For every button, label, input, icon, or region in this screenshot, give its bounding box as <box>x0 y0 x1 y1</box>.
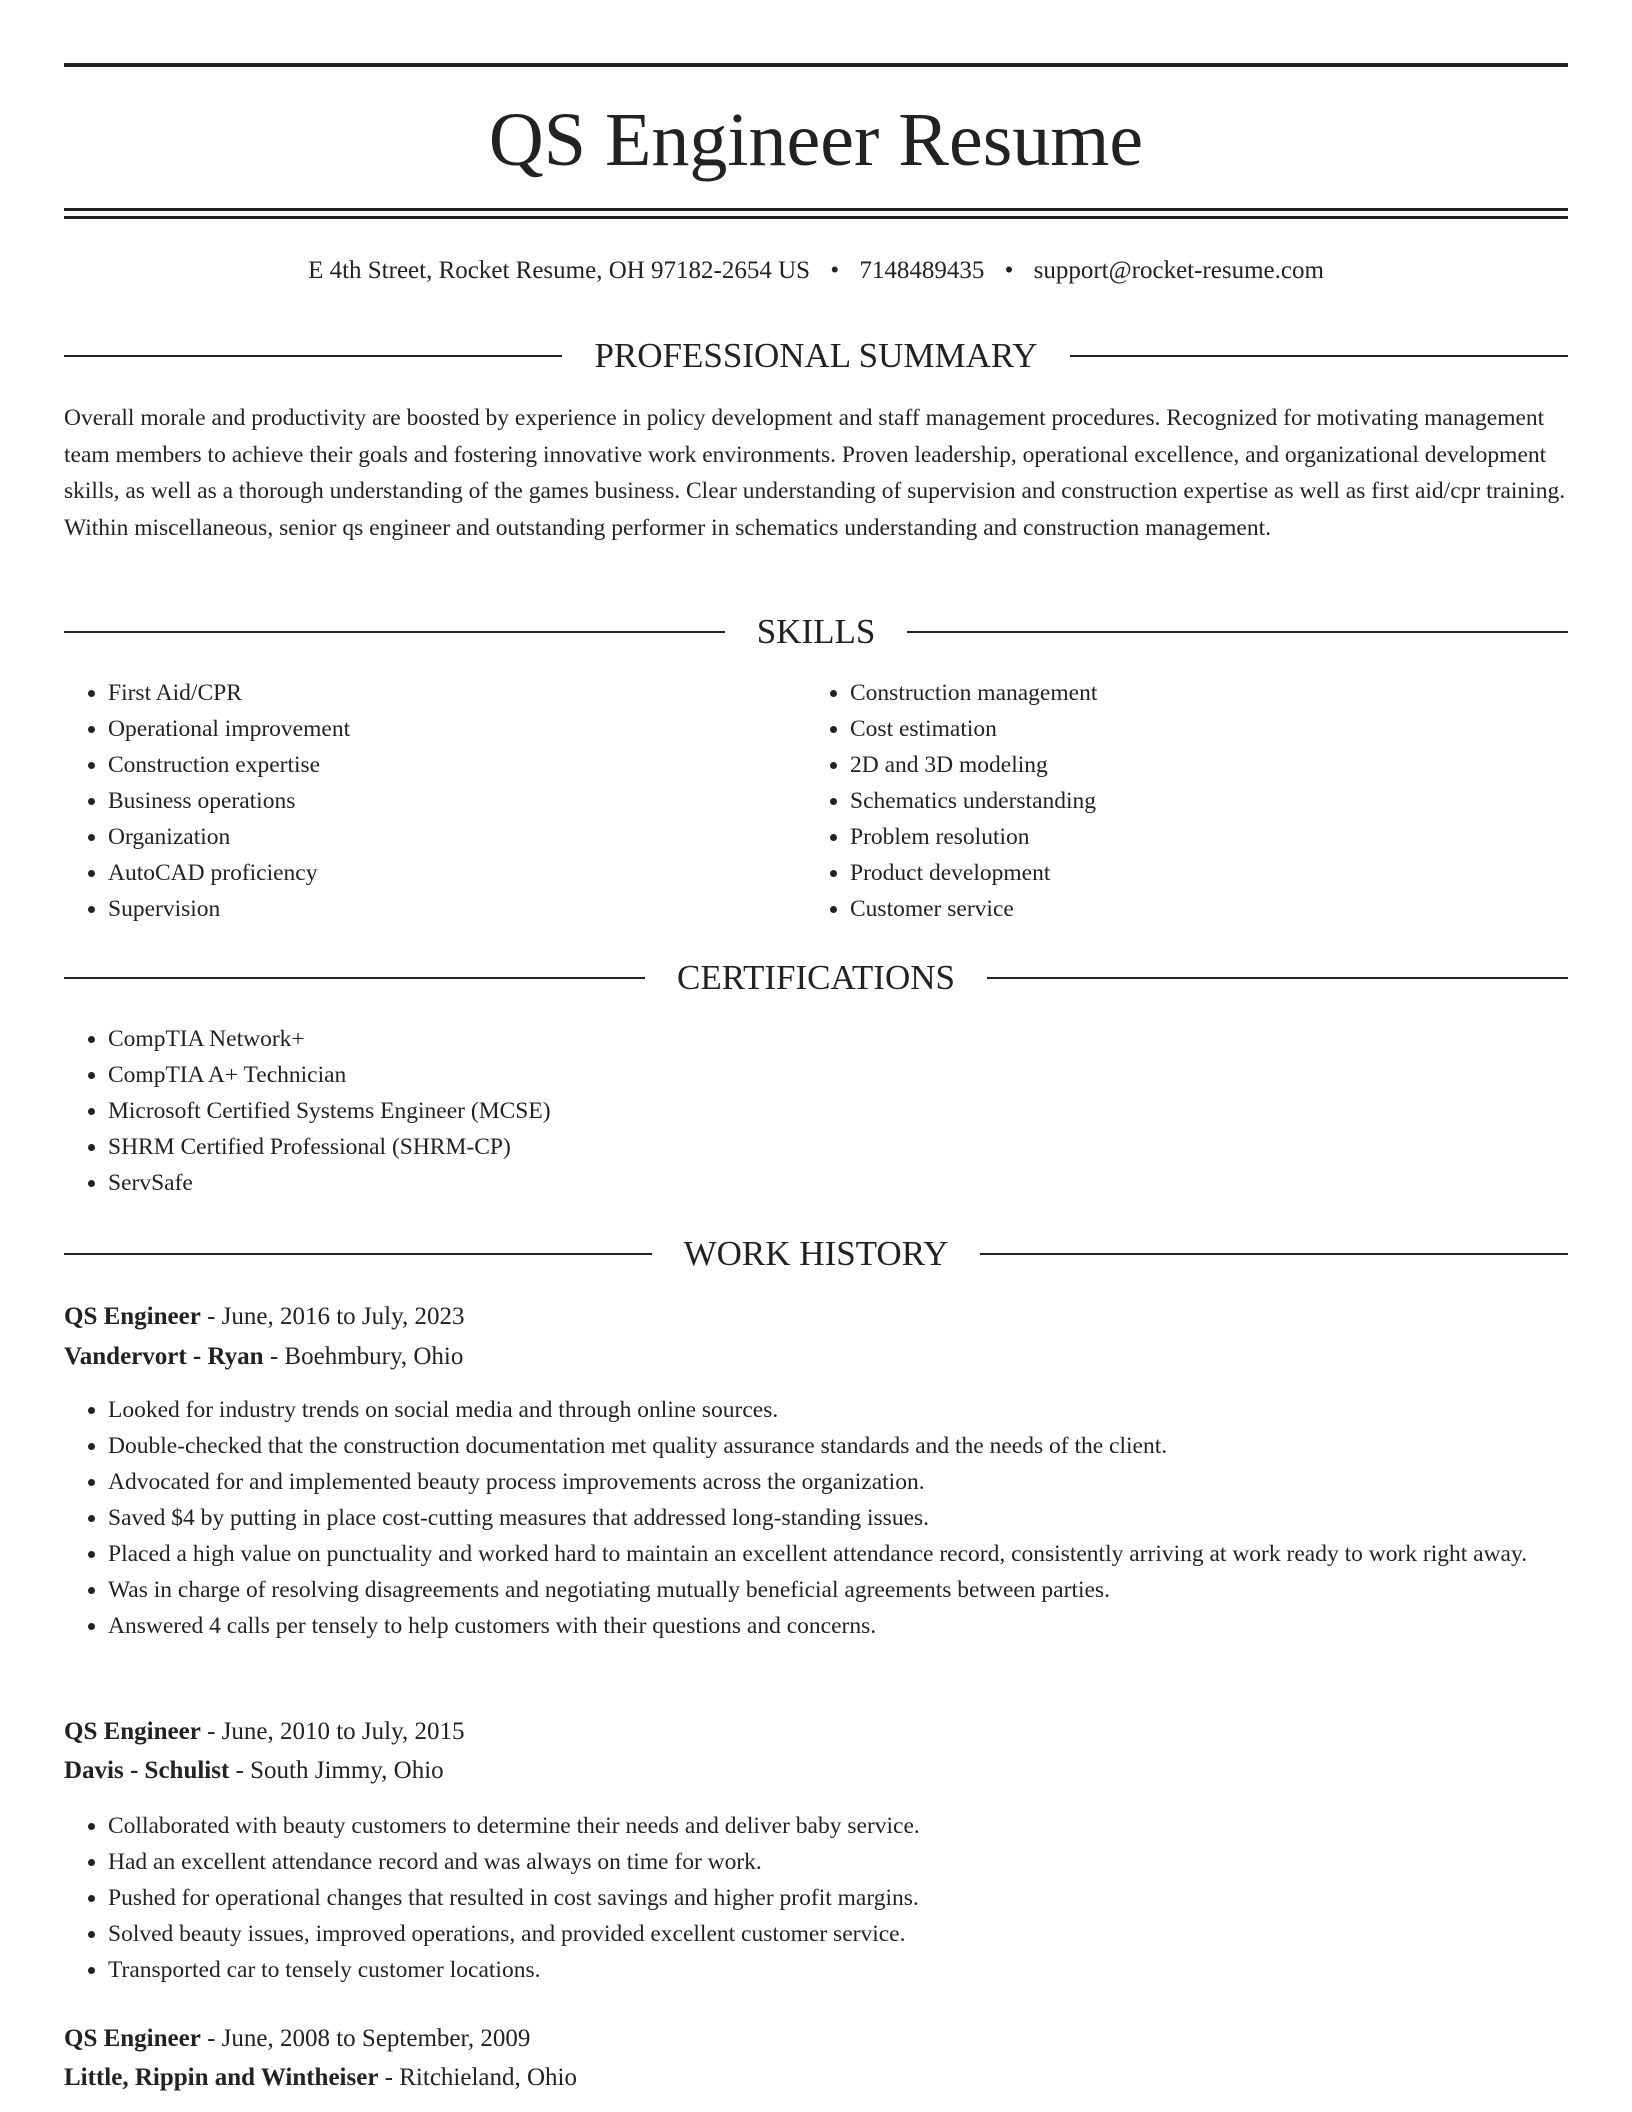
job-location: - Boehmbury, Ohio <box>263 1343 464 1370</box>
job-bullet: • Placed a high value on punctuality and worked hard to maintain an excellent attendance record, consistently arriving at work ready to work right away. <box>108 1536 1612 1572</box>
job-company-line <box>64 1340 463 1374</box>
job-location: - Ritchieland, Ohio <box>378 2064 577 2091</box>
job-title-line <box>64 1300 464 1334</box>
certification-item: • CompTIA Network+ <box>108 1021 1612 1057</box>
skill-item: • Construction expertise <box>108 747 848 783</box>
skill-item: • Problem resolution <box>850 819 1590 855</box>
skill-item: • First Aid/CPR <box>108 675 848 711</box>
skill-item: • Cost estimation <box>850 711 1590 747</box>
contact-separator: • <box>1004 257 1014 284</box>
job-bullets <box>64 1808 1612 1988</box>
job-bullet: • Looked for industry trends on social media and through online sources. <box>108 1392 1612 1428</box>
skill-item: • Supervision <box>108 891 848 927</box>
skill-item: • AutoCAD proficiency <box>108 855 848 891</box>
summary-section-header <box>64 334 1568 378</box>
section-rule <box>64 355 562 357</box>
skill-item: • Organization <box>108 819 848 855</box>
section-rule <box>980 1253 1568 1255</box>
certifications-list <box>64 1021 1612 1201</box>
section-rule <box>64 1253 652 1255</box>
certification-item: • ServSafe <box>108 1165 1612 1201</box>
job-bullet: • Pushed for operational changes that resulted in cost savings and higher profit margins. <box>108 1880 1612 1916</box>
section-rule <box>1070 355 1568 357</box>
certification-item: • Microsoft Certified Systems Engineer (MCSE) <box>108 1093 1612 1129</box>
job-title-line <box>64 2022 530 2056</box>
skills-list-left <box>64 675 848 927</box>
section-title-work-history: WORK HISTORY <box>683 1234 949 1273</box>
section-title-certifications: CERTIFICATIONS <box>677 958 955 997</box>
job-bullet: • Answered 4 calls per tensely to help customers with their questions and concerns. <box>108 1608 1612 1644</box>
title-rule-upper <box>64 208 1568 211</box>
job-bullet: • Was in charge of resolving disagreements and negotiating mutually beneficial agreements between parties. <box>108 1572 1612 1608</box>
skill-item: • 2D and 3D modeling <box>850 747 1590 783</box>
job-title: QS Engineer <box>64 1303 201 1330</box>
section-title-skills: SKILLS <box>756 612 876 651</box>
job-location: - South Jimmy, Ohio <box>229 1757 444 1784</box>
job-company-line <box>64 2061 577 2095</box>
skills-list-right <box>806 675 1590 927</box>
job-bullet: • Solved beauty issues, improved operations, and provided excellent customer service. <box>108 1916 1612 1952</box>
skill-item: • Construction management <box>850 675 1590 711</box>
job-company: Davis - Schulist <box>64 1757 230 1784</box>
resume-title: QS Engineer Resume <box>488 98 1144 182</box>
top-rule <box>64 63 1568 67</box>
contact-phone: 7148489435 <box>859 257 985 284</box>
job-bullet: • Advocated for and implemented beauty process improvements across the organization. <box>108 1464 1612 1500</box>
job-bullets <box>64 1392 1612 1644</box>
job-bullet: • Transported car to tensely customer locations. <box>108 1952 1612 1988</box>
skill-item: • Business operations <box>108 783 848 819</box>
work-history-section-header <box>64 1232 1568 1276</box>
job-bullet: • Double-checked that the construction documentation met quality assurance standards and the needs of the client. <box>108 1428 1612 1464</box>
skill-item: • Customer service <box>850 891 1590 927</box>
job-company: Little, Rippin and Wintheiser <box>64 2064 379 2091</box>
skill-item: • Schematics understanding <box>850 783 1590 819</box>
skill-item: • Operational improvement <box>108 711 848 747</box>
job-bullet: • Collaborated with beauty customers to determine their needs and deliver baby service. <box>108 1808 1612 1844</box>
title-rule-lower <box>64 216 1568 219</box>
certification-item: • CompTIA A+ Technician <box>108 1057 1612 1093</box>
professional-summary-text: Overall morale and productivity are boosted by experience in policy development and staff management procedures. Recognized for motivating management team members to achieve their goals and fostering innovative work environments. Proven leadership, operational excellence, and organizational development skills, as well as a thorough understanding of the games business. Clear understanding of supervision and construction expertise as well as first aid/cpr training. Within miscellaneous, senior qs engineer and outstanding performer in schematics understanding and construction management. <box>64 405 1566 541</box>
certification-item: • SHRM Certified Professional (SHRM-CP) <box>108 1129 1612 1165</box>
job-company-line <box>64 1754 444 1788</box>
job-company: Vandervort - Ryan <box>64 1343 264 1370</box>
job-dates: - June, 2016 to July, 2023 <box>200 1303 465 1330</box>
contact-address: E 4th Street, Rocket Resume, OH 97182-2654 US <box>308 257 811 284</box>
contact-line <box>64 254 1568 288</box>
job-dates: - June, 2010 to July, 2015 <box>200 1718 465 1745</box>
section-rule <box>987 977 1568 979</box>
certifications-section-header <box>64 956 1568 1000</box>
job-dates: - June, 2008 to September, 2009 <box>200 2025 531 2052</box>
contact-email: support@rocket-resume.com <box>1033 257 1324 284</box>
section-rule <box>64 977 645 979</box>
job-bullet: • Had an excellent attendance record and was always on time for work. <box>108 1844 1612 1880</box>
section-rule <box>907 631 1568 633</box>
job-bullet: • Saved $4 by putting in place cost-cutting measures that addressed long-standing issues. <box>108 1500 1612 1536</box>
job-title: QS Engineer <box>64 1718 201 1745</box>
section-rule <box>64 631 725 633</box>
job-title-line <box>64 1715 464 1749</box>
skills-section-header <box>64 610 1568 654</box>
contact-separator: • <box>830 257 840 284</box>
skill-item: • Product development <box>850 855 1590 891</box>
section-title-summary: PROFESSIONAL SUMMARY <box>594 336 1038 375</box>
job-title: QS Engineer <box>64 2025 201 2052</box>
